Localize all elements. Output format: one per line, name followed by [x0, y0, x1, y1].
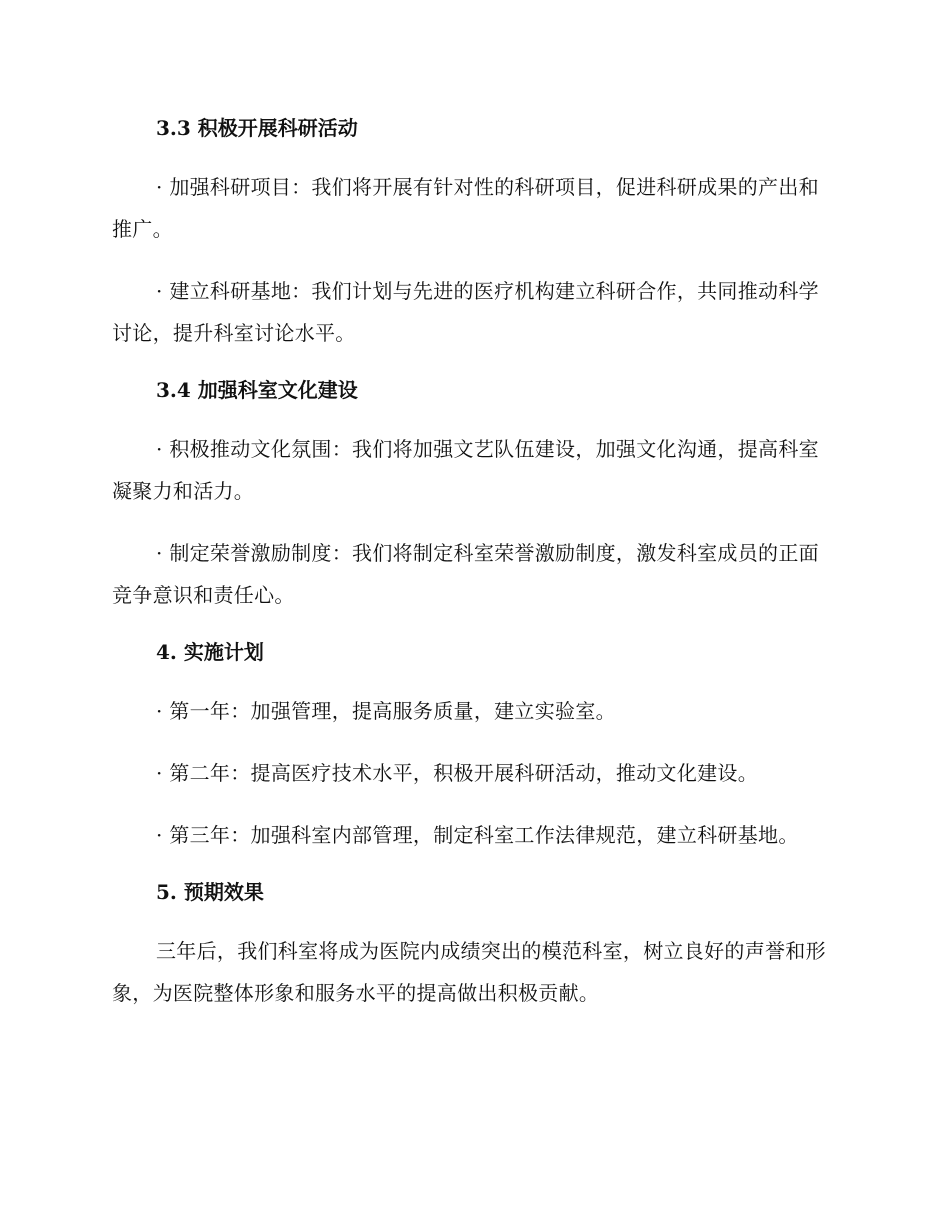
bullet-paragraph: · 第二年：提高医疗技术水平，积极开展科研活动，推动文化建设。 [156, 761, 759, 785]
document-page [112, 110, 830, 1014]
bullet-paragraph: · 建立科研基地：我们计划与先进的医疗机构建立科研合作，共同推动科学讨论，提升科室讨论水平。 [112, 279, 819, 345]
bullet-paragraph: · 第三年：加强科室内部管理，制定科室工作法律规范，建立科研基地。 [156, 823, 799, 847]
bullet-paragraph: · 加强科研项目：我们将开展有针对性的科研项目，促进科研成果的产出和推广。 [112, 175, 819, 241]
body-paragraph: 三年后，我们科室将成为医院内成绩突出的模范科室，树立良好的声誉和形象，为医院整体形象和服务水平的提高做出积极贡献。 [112, 939, 826, 1005]
section-heading: 3.4 加强科室文化建设 [156, 378, 358, 402]
section-heading: 3.3 积极开展科研活动 [156, 116, 358, 140]
bullet-paragraph: · 第一年：加强管理，提高服务质量，建立实验室。 [156, 699, 616, 723]
section-heading: 4. 实施计划 [156, 640, 264, 664]
bullet-paragraph: · 积极推动文化氛围：我们将加强文艺队伍建设，加强文化沟通，提高科室凝聚力和活力。 [112, 437, 819, 503]
section-heading: 5. 预期效果 [156, 880, 264, 904]
bullet-paragraph: · 制定荣誉激励制度：我们将制定科室荣誉激励制度，激发科室成员的正面竞争意识和责任心。 [112, 541, 819, 607]
